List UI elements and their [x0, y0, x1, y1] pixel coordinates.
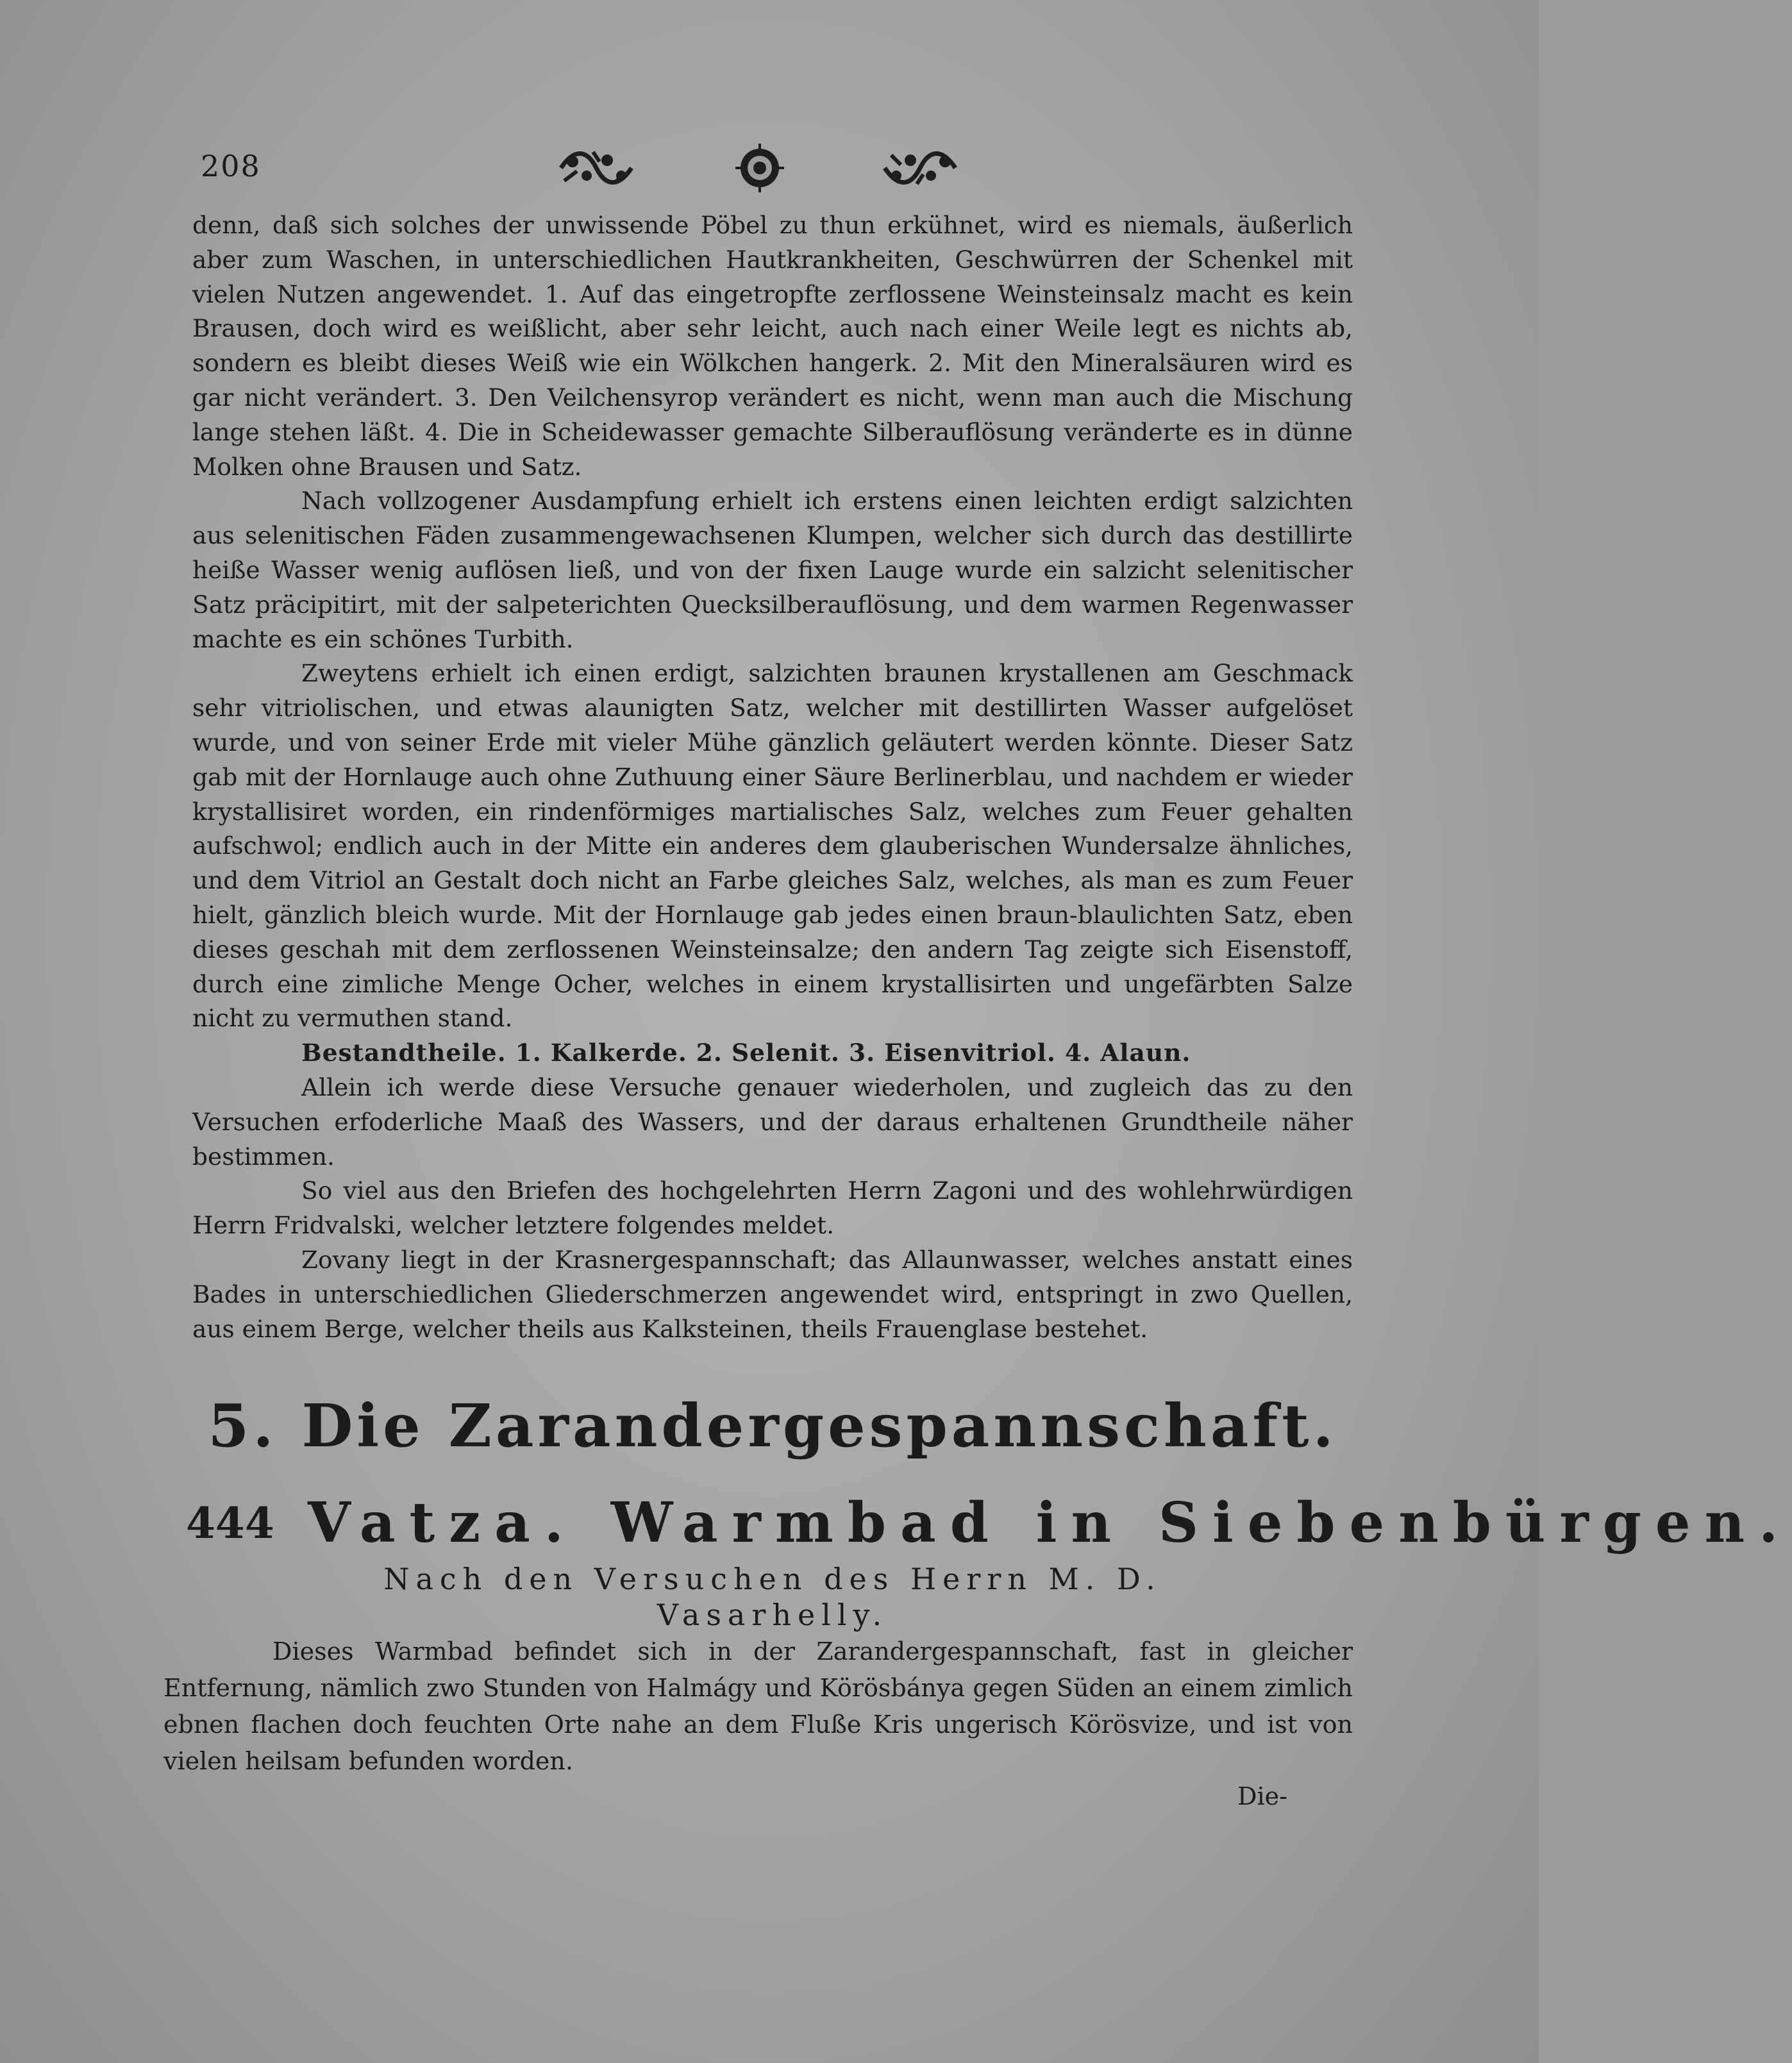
- body-text: [192, 208, 1353, 1346]
- subtitle-line: Vasarhelly.: [657, 1598, 889, 1632]
- floral-vignette-left-icon: [555, 142, 638, 194]
- paragraph: Nach vollzogener Ausdampfung erhielt ich erstens einen leichten erdigt salzichten aus selenitischen Fäden zusammengewachsenen Klumpen, welcher sich durch das destillirte heiße Wasser wenig auflösen ließ, und von der fixen Lauge wurde ein salzicht selenitischer Satz präcipitirt, mit der salpeterichten Quecksilberauflösung, und dem warmen Regenwasser machte es ein schönes Turbith.: [192, 487, 1353, 653]
- entry-subtitle: [192, 1561, 1353, 1633]
- page-number: 208: [201, 149, 261, 183]
- entry-body: [163, 1633, 1353, 1780]
- rosette-icon: [734, 142, 785, 194]
- section-heading: 5. Die Zarandergespannschaft.: [208, 1391, 1337, 1460]
- components-line: Bestandtheile. 1. Kalkerde. 2. Selenit. 3. Eisenvitriol. 4. Alaun.: [301, 1039, 1191, 1067]
- paragraph: So viel aus den Briefen des hochgelehrten Herrn Zagoni und des wohlehrwürdigen Herrn Fridvalski, welcher letztere folgendes meldet.: [192, 1176, 1353, 1240]
- paragraph: Zweytens erhielt ich einen erdigt, salzichten braunen krystallenen am Geschmack sehr vitriolischen, und etwas alaunigten Satz, welcher mit destillirten Wasser aufgelöset wurde, und von seiner Erde mit vieler Mühe gänzlich geläutert werden könnte. Dieser Satz gab mit der Hornlauge auch ohne Zuthuung einer Säure Berlinerblau, und nachdem er wieder krystallisiret worden, ein rindenförmiges martialisches Salz, welches zum Feuer gehalten aufschwol; endlich auch in der Mitte ein anderes dem glauberischen Wundersalze ähnliches, und dem Vitriol an Gestalt doch nicht an Farbe gleiches Salz, welches, als man es zum Feuer hielt, gänzlich bleich wurde. Mit der Hornlauge gab jedes einen braun-blaulichten Satz, eben dieses geschah mit dem zerflossenen Weinsteinsalze; den andern Tag zeigte sich Eisenstoff, durch eine zimliche Menge Ocher, welches in einem krystallisirten und ungefärbten Salze nicht zu vermuthen stand.: [192, 659, 1353, 1033]
- running-header: [196, 142, 1350, 200]
- entry-title: Vatza. Warmbad in Siebenbürgen.: [308, 1491, 1792, 1555]
- subtitle-line: Nach den Versuchen des Herrn M. D.: [383, 1562, 1162, 1596]
- floral-vignette-right-icon: [878, 142, 962, 194]
- paragraph: Zovany liegt in der Krasnergespannschaft; das Allaunwasser, welches anstatt eines Bades in unterschiedlichen Gliederschmerzen angewendet wird, entspringt in zwo Quellen, aus einem Berge, welcher theils aus Kalksteinen, theils Frauenglase bestehet.: [192, 1245, 1353, 1343]
- paragraph: Allein ich werde diese Versuche genauer wiederholen, und zugleich das zu den Versuchen erfoderliche Maaß des Wassers, und der daraus erhaltenen Grundtheile näher bestimmen.: [192, 1073, 1353, 1171]
- entry-number: 444: [186, 1498, 274, 1548]
- paragraph: Dieses Warmbad befindet sich in der Zarandergespannschaft, fast in gleicher Entfernung, nämlich zwo Stunden von Halmágy und Körösbánya gegen Süden an einem zimlich ebnen flachen doch feuchten Orte nahe an dem Fluße Kris ungerisch Körösvize, und ist von vielen heilsam befunden worden.: [163, 1637, 1353, 1775]
- catchword: Die-: [1237, 1782, 1287, 1810]
- paragraph: denn, daß sich solches der unwissende Pöbel zu thun erkühnet, wird es niemals, äußerlich aber zum Waschen, in unterschiedlichen Hautkrankheiten, Geschwürren der Schenkel mit vielen Nutzen angewendet. 1. Auf das eingetropfte zerflossene Weinsteinsalz macht es kein Brausen, doch wird es weißlicht, aber sehr leicht, auch nach einer Weile legt es nichts ab, sondern es bleibt dieses Weiß wie ein Wölkchen hangerk. 2. Mit den Mineralsäuren wird es gar nicht verändert. 3. Den Veilchensyrop verändert es nicht, wenn man auch die Mischung lange stehen läßt. 4. Die in Scheidewasser gemachte Silberauflösung veränderte es in dünne Molken ohne Brausen und Satz.: [192, 211, 1353, 481]
- entry-heading: [186, 1491, 1792, 1561]
